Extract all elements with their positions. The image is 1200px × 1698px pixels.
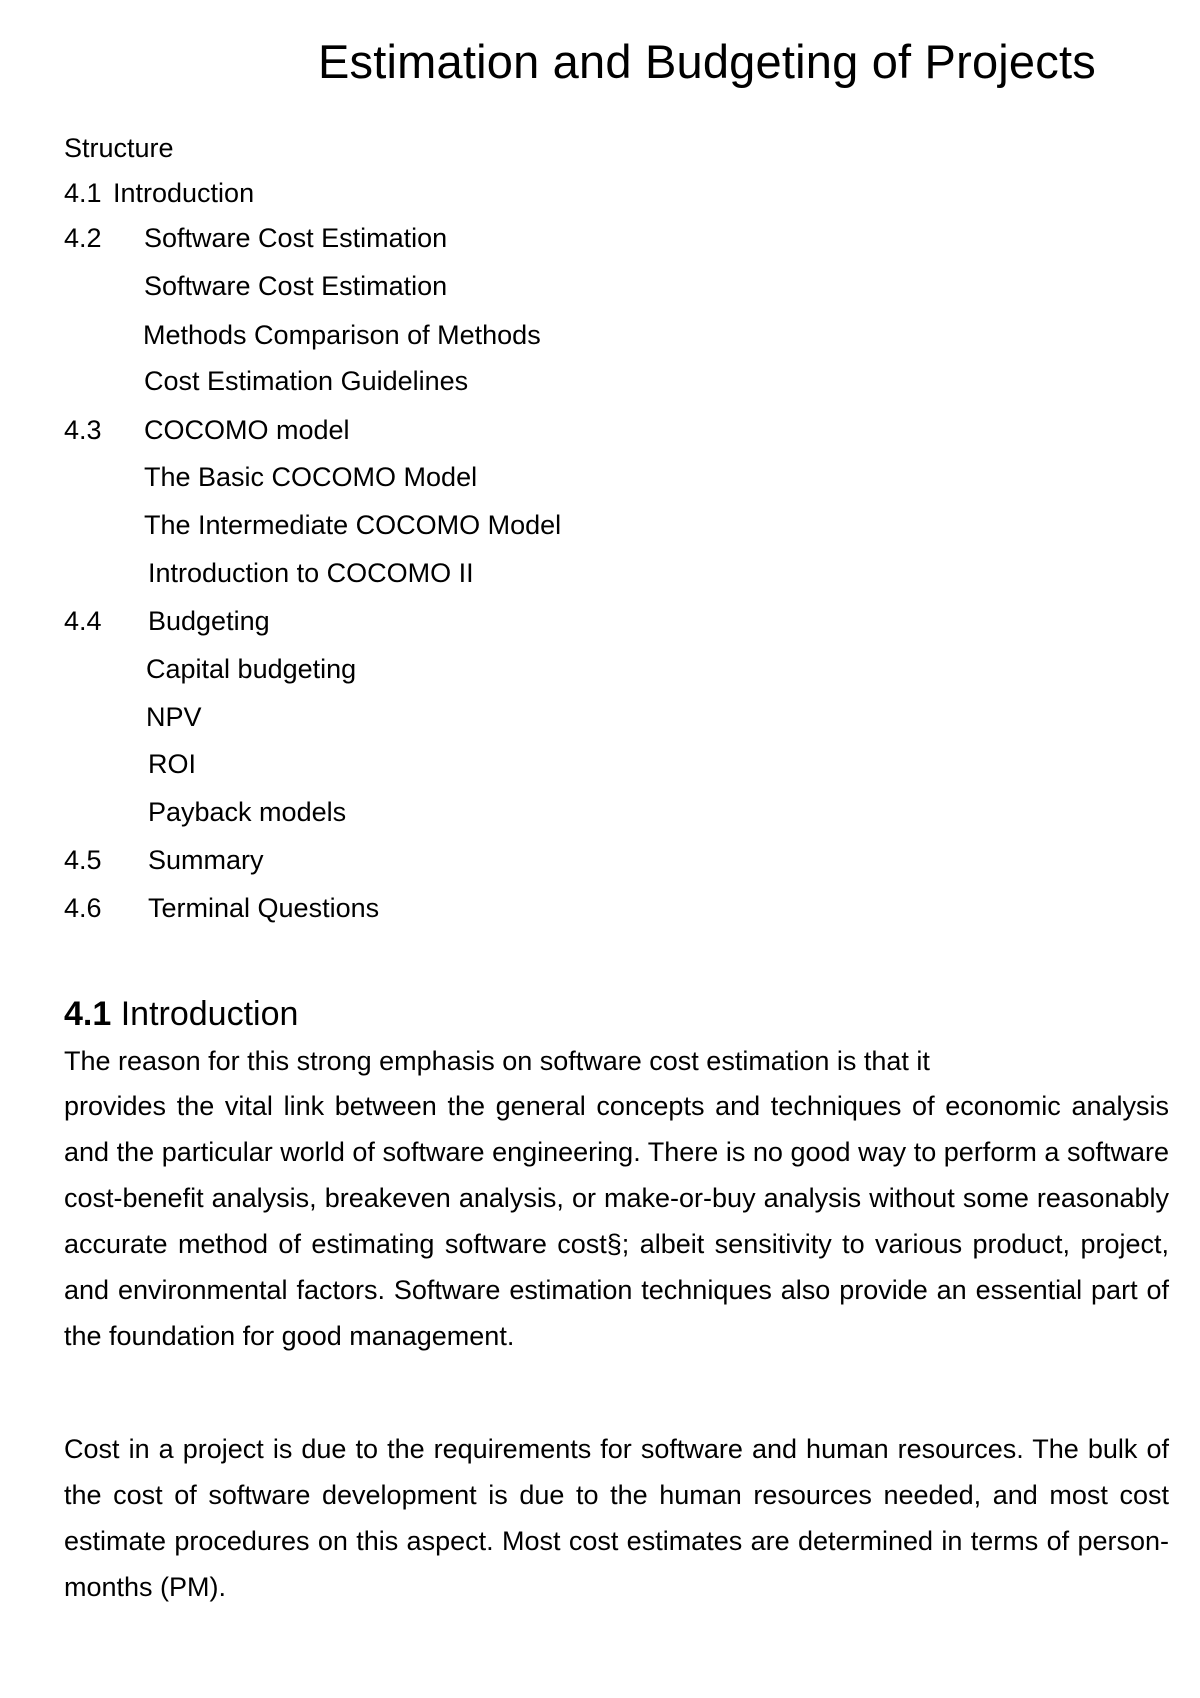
toc-item-text: Software Cost Estimation	[144, 271, 448, 301]
toc-item-text: Methods Comparison of Methods	[143, 320, 541, 350]
page-title: Estimation and Budgeting of Projects	[318, 35, 1096, 88]
paragraph-first-line: The reason for this strong emphasis on software cost estimation is that it	[64, 1046, 930, 1076]
section-number: 4.1	[64, 995, 112, 1033]
toc-item-text: Budgeting	[148, 606, 270, 636]
toc-item-text: ROI	[148, 749, 197, 779]
toc-item-text: Terminal Questions	[148, 893, 380, 923]
paragraph: provides the vital link between the general concepts and techniques of economic analysis and the particular world of software engineering. There is no good way to perform a software cost-benefit analysis, breakeven analysis, or make-or-buy analysis without some reasonably accurate method of estimating software cost§; albeit sensitivity to various product, project, and environmental factors. Software estimation techniques also provide an essential part of the foundation for good management.	[64, 1091, 1169, 1351]
toc-item-text: Payback models	[148, 797, 347, 827]
toc-item-text: COCOMO model	[144, 415, 350, 445]
toc-item-text: Introduction to COCOMO II	[148, 558, 474, 588]
toc-item-number: 4.2	[64, 223, 102, 253]
toc-item-text: Introduction	[113, 178, 255, 208]
structure-heading: Structure	[64, 133, 174, 163]
section-heading	[64, 994, 298, 1034]
section-title: Introduction	[120, 995, 299, 1033]
toc-item-text: The Basic COCOMO Model	[144, 462, 478, 492]
toc-item-number: 4.1	[64, 178, 102, 208]
toc-item-text: The Intermediate COCOMO Model	[144, 510, 562, 540]
toc-item-number: 4.4	[64, 606, 102, 636]
paragraph: Cost in a project is due to the requirements for software and human resources. The bulk of the cost of software development is due to the human resources needed, and most cost estimate procedures on this aspect. Most cost estimates are determined in terms of person-months (PM).	[64, 1434, 1169, 1602]
toc-item-number: 4.5	[64, 845, 102, 875]
toc-item-text: NPV	[146, 702, 202, 732]
toc-item-text: Capital budgeting	[146, 654, 357, 684]
toc-item-number: 4.3	[64, 415, 102, 445]
toc-item-text: Summary	[148, 845, 264, 875]
toc-item-text: Cost Estimation Guidelines	[144, 366, 469, 396]
toc-item-number: 4.6	[64, 893, 102, 923]
toc-item-text: Software Cost Estimation	[144, 223, 448, 253]
